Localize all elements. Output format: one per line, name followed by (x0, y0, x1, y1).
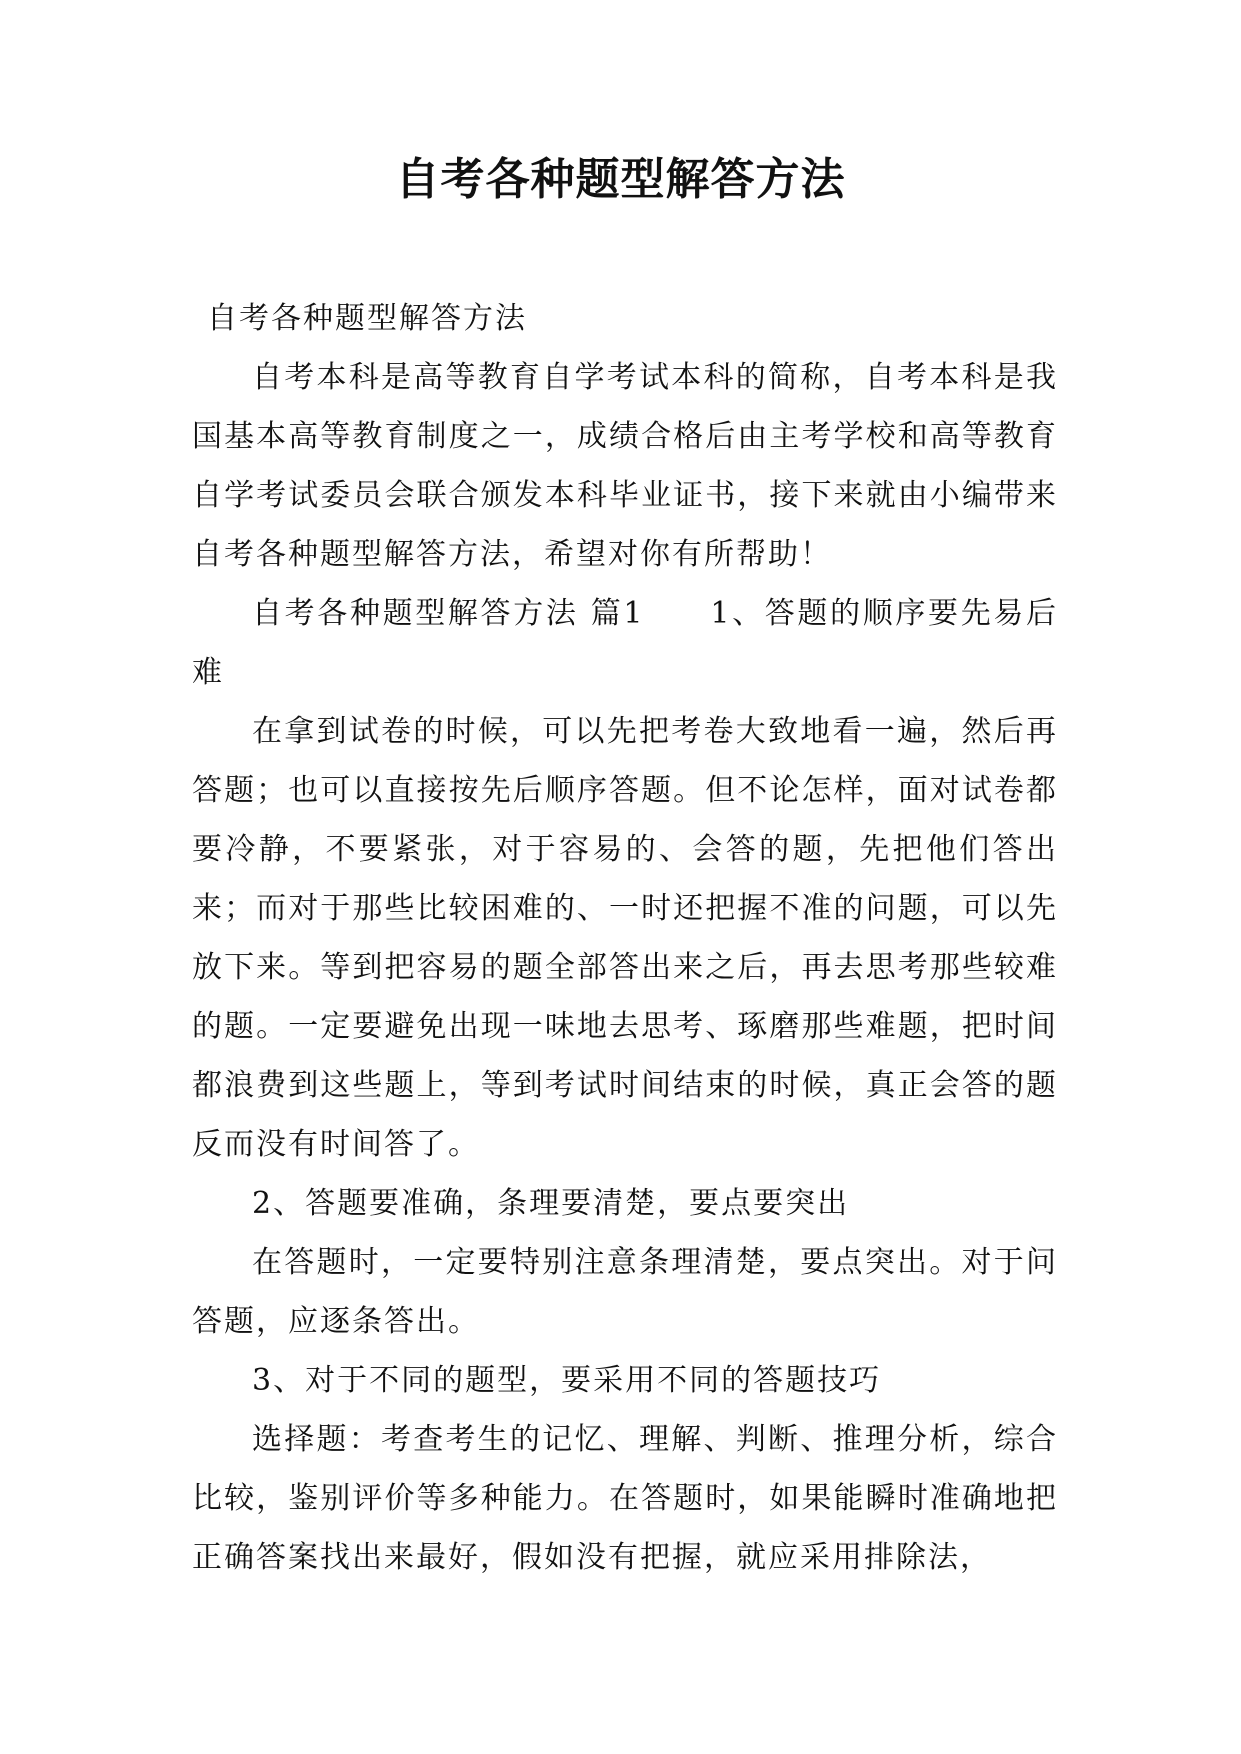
document-body (192, 289, 1058, 1587)
section-heading-3: 3、对于不同的题型，要采用不同的答题技巧 (252, 1363, 882, 1398)
paragraph-order-tips: 在拿到试卷的时候，可以先把考卷大致地看一遍，然后再答题；也可以直接按先后顺序答题。但不论怎样，面对试卷都要冷静，不要紧张，对于容易的、会答的题，先把他们答出来；而对于那些比较困难的、一时还把握不准的问题，可以先放下来。等到把容易的题全部答出来之后，再去思考那些较难的题。一定要避免出现一味地去思考、琢磨那些难题，把时间都浪费到这些题上，等到考试时间结束的时候，真正会答的题反而没有时间答了。 (192, 714, 1058, 1162)
intro-paragraph: 自考本科是高等教育自学考试本科的简称，自考本科是我国基本高等教育制度之一，成绩合格后由主考学校和高等教育自学考试委员会联合颁发本科毕业证书，接下来就由小编带来自考各种题型解答方法，希望对你有所帮助！ (192, 360, 1058, 572)
paragraph-accuracy-tips: 在答题时，一定要特别注意条理清楚，要点突出。对于问答题，应逐条答出。 (192, 1245, 1058, 1339)
subtitle-paragraph: 自考各种题型解答方法 (207, 301, 527, 336)
section-heading-2: 2、答题要准确，条理要清楚，要点要突出 (252, 1186, 850, 1221)
page-title: 自考各种题型解答方法 (395, 154, 846, 205)
paragraph-multiple-choice: 选择题：考查考生的记忆、理解、判断、推理分析，综合比较，鉴别评价等多种能力。在答题时，如果能瞬时准确地把正确答案找出来最好，假如没有把握，就应采用排除法， (192, 1422, 1058, 1575)
section-heading-1: 自考各种题型解答方法 篇1 1、答题的顺序要先易后难 (192, 596, 1058, 690)
